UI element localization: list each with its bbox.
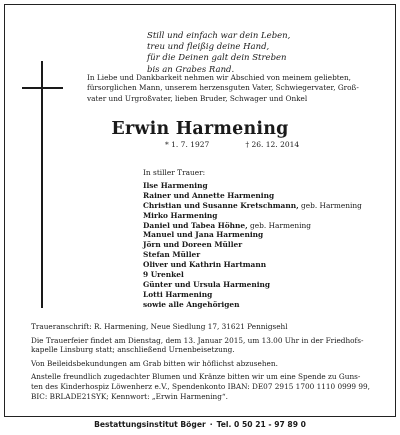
mourners-label: In stiller Trauer:	[143, 168, 206, 177]
info-section	[31, 322, 391, 401]
poem-line: treu und fleißig deine Hand,	[147, 42, 270, 53]
intro-line: In Liebe und Dankbarkeit nehmen wir Abschied von meinem geliebten,	[87, 73, 352, 82]
mourner-row	[143, 221, 362, 231]
mourner-row	[143, 181, 362, 191]
deceased-name: Erwin Harmening	[111, 119, 289, 139]
mourner-row	[143, 290, 362, 300]
donation-line: BIC: BRLADE21SYK; Kennwort: „Erwin Harmening“.	[31, 391, 228, 401]
intro-line: fürsorglichen Mann, unserem herzensguten Vater, Schwiegervater, Groß-	[87, 83, 359, 93]
poem-line: für die Deinen galt dein Streben	[147, 53, 287, 64]
mourner-name: Stefan Müller	[143, 250, 201, 260]
cross-icon-bar	[22, 87, 63, 89]
mourning-address: Traueranschrift: R. Harmening, Neue Siedlung 17, 31621 Pennigsehl	[31, 322, 288, 331]
mourner-name: Mirko Harmening	[143, 210, 218, 220]
footer-separator: ·	[209, 420, 213, 429]
mourner-row	[143, 300, 362, 310]
mourner-name: Christian und Susanne Kretschmann,	[143, 200, 299, 210]
mourner-row	[143, 191, 362, 201]
mourner-row	[143, 240, 362, 250]
birth-date: * 1. 7. 1927	[165, 140, 210, 149]
intro-line: vater und Urgroßvater, lieben Bruder, Schwager und Onkel	[87, 93, 308, 103]
intro-text	[87, 73, 393, 104]
mourner-name: Daniel und Tabea Höhne,	[143, 220, 248, 230]
mourner-name: 9 Urenkel	[143, 270, 184, 280]
mourner-row	[143, 201, 362, 211]
life-dates	[165, 140, 335, 149]
donation-line: Anstelle freundlich zugedachter Blumen und Kränze bitten wir um eine Spende zu Guns-	[31, 372, 361, 382]
death-date: † 26. 12. 2014	[245, 140, 300, 149]
mourner-row	[143, 250, 362, 260]
poem-line: Still und einfach war dein Leben,	[147, 31, 291, 41]
mourner-row	[143, 211, 362, 221]
funeral-line: kapelle Linsburg statt; anschließend Urnenbeisetzung.	[31, 345, 235, 355]
funeral-home-phone: Tel. 0 50 21 - 97 89 0	[216, 420, 306, 429]
mourner-row	[143, 230, 362, 240]
mourner-name: Oliver und Kathrin Hartmann	[143, 260, 267, 270]
mourner-name: sowie alle Angehörigen	[143, 299, 240, 309]
mourner-name: Manuel und Jana Harmening	[143, 230, 264, 240]
funeral-home-footer	[0, 420, 400, 429]
maiden-name: geb. Harmening	[298, 200, 362, 210]
mourner-name: Jörn und Doreen Müller	[143, 240, 243, 250]
maiden-name: geb. Harmening	[247, 220, 311, 230]
funeral-line: Die Trauerfeier findet am Dienstag, dem 13. Januar 2015, um 13.00 Uhr in der Friedhofs-	[31, 335, 364, 345]
condolence-note: Von Beileidsbekundungen am Grab bitten wir höflichst abzusehen.	[31, 358, 278, 368]
funeral-home-name: Bestattungsinstitut Böger	[94, 420, 206, 429]
mourner-row	[143, 280, 362, 290]
donation-line: ten des Kinderhospiz Löwenherz e.V., Spendenkonto IBAN: DE07 2915 1700 1110 0999 99,	[31, 381, 370, 391]
poem-line: bis an Grabes Rand.	[147, 64, 235, 75]
poem	[147, 31, 290, 76]
mourner-name: Lotti Harmening	[143, 289, 213, 299]
mourner-row	[143, 260, 362, 270]
mourners-list	[143, 168, 362, 310]
mourner-name: Rainer und Annette Harmening	[143, 190, 275, 200]
cross-icon	[41, 61, 43, 308]
mourner-name: Ilse Harmening	[143, 180, 208, 190]
mourner-name: Günter und Ursula Harmening	[143, 279, 271, 289]
mourner-row	[143, 270, 362, 280]
